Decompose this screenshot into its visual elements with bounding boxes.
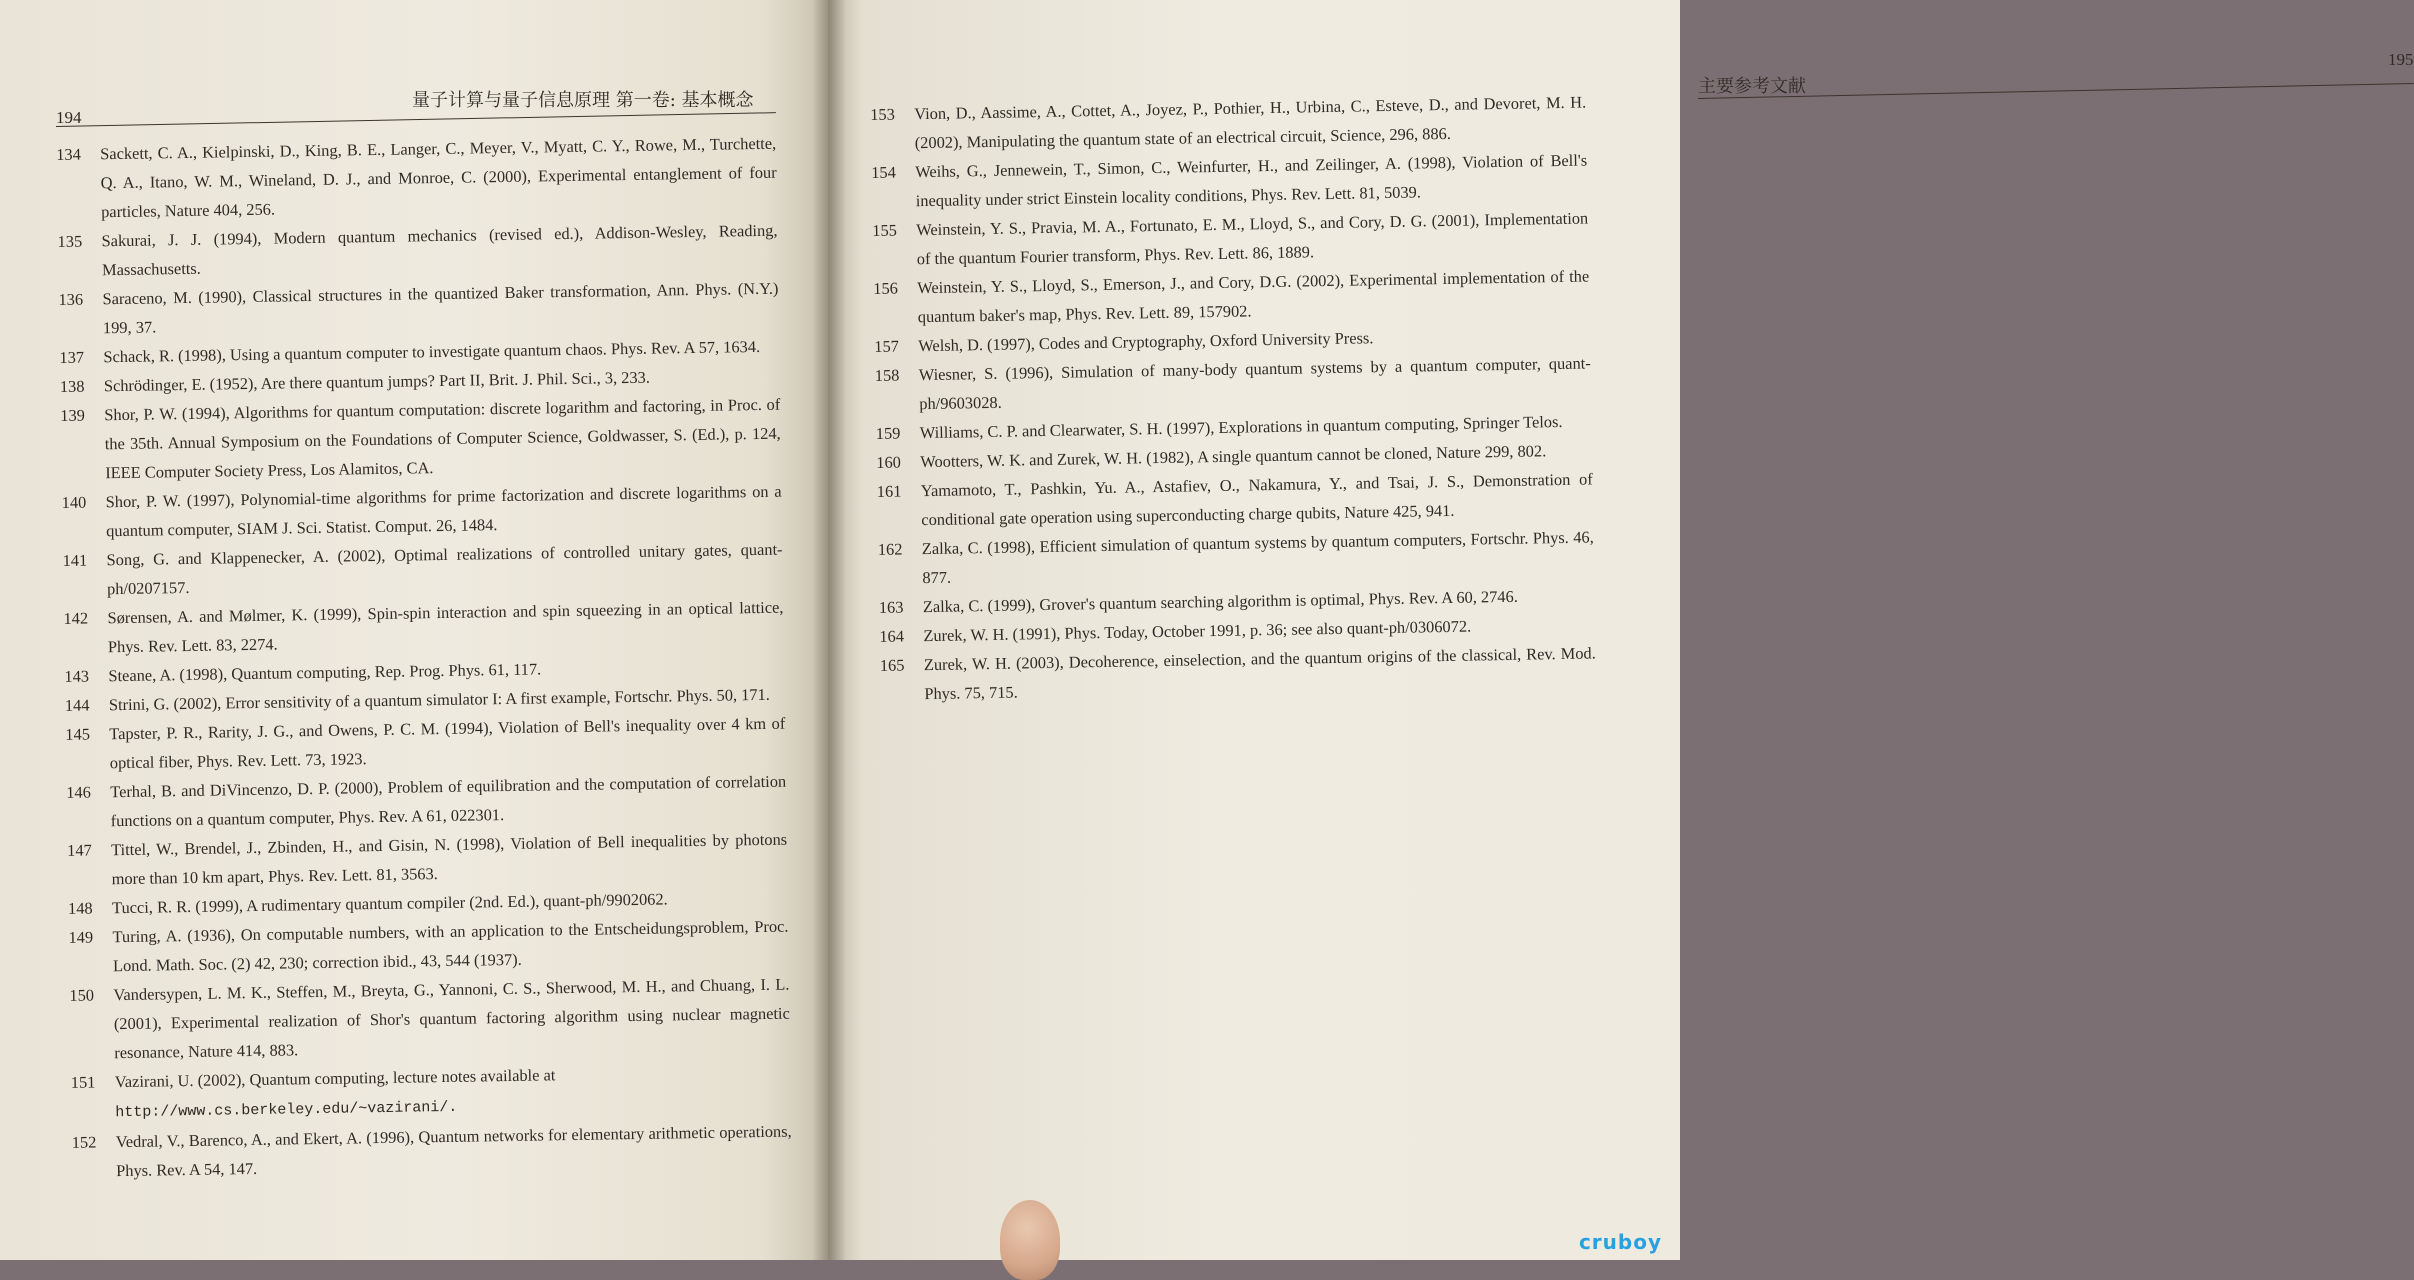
reference-number: 144	[64, 695, 90, 715]
reference-text: Schrödinger, E. (1952), Are there quantum jumps? Part II, Brit. J. Phil. Sci., 3, 233.	[103, 367, 651, 396]
reference-text: Weinstein, Y. S., Pravia, M. A., Fortunato, E. M., Lloyd, S., and Cory, D. G. (2001), Implementation of the quantum Fourier transform, Phys. Rev. Lett. 86, 1889.	[916, 208, 1589, 269]
reference-text: Shor, P. W. (1994), Algorithms for quantum computation: discrete logarithm and factoring, in Proc. of the 35th. Annual Symposium on the Foundations of Computer Science, Goldwasser, S. (Ed.), p. 124, IEEE Computer Society Press, Los Alamitos, CA.	[104, 394, 781, 483]
left-header-rule	[56, 112, 776, 127]
reference-text: Vazirani, U. (2002), Quantum computing, lecture notes available at	[114, 1065, 556, 1092]
reference-item	[56, 129, 777, 227]
reference-number: 134	[56, 144, 81, 164]
reference-number: 163	[878, 597, 904, 617]
reference-text: Williams, C. P. and Clearwater, S. H. (1997), Explorations in quantum computing, Springer Telos.	[919, 411, 1563, 443]
left-page-number: 194	[56, 108, 82, 127]
right-page-number: 195	[2388, 50, 2414, 69]
reference-item	[69, 970, 790, 1068]
reference-number: 154	[871, 162, 897, 182]
reference-text: Welsh, D. (1997), Codes and Cryptography, Oxford University Press.	[918, 328, 1374, 356]
right-page	[828, 0, 2414, 1260]
reference-text: Shor, P. W. (1997), Polynomial-time algorithms for prime factorization and discrete logarithms on a quantum computer, SIAM J. Sci. Statist. Comput. 26, 1484.	[105, 481, 782, 541]
reference-url: http://www.cs.berkeley.edu/~vazirani/.	[115, 1098, 458, 1122]
reference-item	[880, 638, 1597, 708]
reference-item	[71, 1057, 792, 1128]
left-page	[0, 0, 828, 1260]
reference-number: 157	[874, 336, 900, 356]
reference-number: 160	[876, 452, 902, 472]
reference-number: 159	[875, 423, 901, 443]
reference-number: 165	[879, 655, 905, 675]
reference-number: 156	[873, 278, 899, 298]
reference-text: Weinstein, Y. S., Lloyd, S., Emerson, J., and Cory, D.G. (2002), Experimental implementation of the quantum baker's map, Phys. Rev. Lett. 89, 157902.	[917, 266, 1590, 327]
reference-number: 151	[70, 1072, 96, 1092]
reference-text: Zalka, C. (1998), Efficient simulation of quantum systems by quantum computers, Fortschr. Phys. 46, 877.	[921, 527, 1594, 588]
reference-text: Tapster, P. R., Rarity, J. G., and Owens, P. C. M. (1994), Violation of Bell's inequality over 4 km of optical fiber, Phys. Rev. Lett. 73, 1923.	[109, 713, 786, 773]
reference-number: 138	[59, 376, 85, 396]
reference-text: Sakurai, J. J. (1994), Modern quantum mechanics (revised ed.), Addison-Wesley, Reading, Massachusetts.	[101, 220, 778, 280]
reference-text: Zurek, W. H. (1991), Phys. Today, October 1991, p. 36; see also quant-ph/0306072.	[923, 616, 1472, 646]
reference-text: Terhal, B. and DiVincenzo, D. P. (2000), Problem of equilibration and the computation of correlation functions on a quantum computer, Phys. Rev. A 61, 022301.	[110, 771, 787, 831]
reference-number: 135	[57, 231, 83, 251]
reference-text: Yamamoto, T., Pashkin, Yu. A., Astafiev, O., Nakamura, Y., and Tsai, J. S., Demonstration of conditional gate operation using superconducting charge qubits, Nature 425, 941.	[920, 469, 1593, 530]
fingertip	[1000, 1200, 1060, 1280]
right-running-title: 主要参考文献	[1698, 76, 1806, 97]
reference-text: Song, G. and Klappenecker, A. (2002), Optimal realizations of controlled unitary gates, quant-ph/0207157.	[106, 539, 783, 599]
left-running-title: 量子计算与量子信息原理 第一卷: 基本概念	[412, 90, 754, 111]
reference-text: Schack, R. (1998), Using a quantum computer to investigate quantum chaos. Phys. Rev. A 57, 1634.	[103, 336, 761, 367]
reference-text: Vandersypen, L. M. K., Steffen, M., Breyta, G., Yannoni, C. S., Sherwood, M. H., and Chuang, I. L. (2001), Experimental realization of Shor's quantum factoring algorithm using nuclear magnetic resonance, Nature 414, 883.	[113, 974, 790, 1063]
reference-text: Wiesner, S. (1996), Simulation of many-body quantum systems by a quantum computer, quant-ph/9603028.	[918, 353, 1591, 414]
reference-number: 145	[65, 724, 91, 744]
reference-text: Zurek, W. H. (2003), Decoherence, einselection, and the quantum origins of the classical, Rev. Mod. Phys. 75, 715.	[923, 643, 1596, 704]
reference-number: 153	[870, 104, 896, 124]
reference-number: 142	[63, 608, 89, 628]
reference-text: Sørensen, A. and Mølmer, K. (1999), Spin-spin interaction and spin squeezing in an optical lattice, Phys. Rev. Lett. 83, 2274.	[107, 597, 784, 657]
left-reference-list	[56, 129, 792, 1186]
reference-number: 164	[879, 626, 905, 646]
reference-number: 136	[58, 289, 84, 309]
reference-number: 137	[59, 347, 85, 367]
reference-text: Vion, D., Aassime, A., Cottet, A., Joyez, P., Pothier, H., Urbina, C., Esteve, D., and Devoret, M. H. (2002), Manipulating the quantum state of an electrical circuit, Science, 296, 886.	[914, 92, 1587, 153]
reference-text: Tittel, W., Brendel, J., Zbinden, H., and Gisin, N. (1998), Violation of Bell inequalities by photons more than 10 km apart, Phys. Rev. Lett. 81, 3563.	[111, 829, 788, 889]
reference-text: Zalka, C. (1999), Grover's quantum searching algorithm is optimal, Phys. Rev. A 60, 2746.	[922, 586, 1519, 617]
reference-number: 152	[71, 1132, 97, 1152]
reference-number: 141	[62, 550, 88, 570]
reference-number: 146	[66, 782, 91, 802]
reference-number: 149	[68, 927, 94, 947]
reference-number: 162	[877, 539, 903, 559]
reference-item	[60, 390, 781, 488]
reference-number: 158	[874, 365, 900, 385]
reference-text: Steane, A. (1998), Quantum computing, Rep. Prog. Phys. 61, 117.	[108, 659, 542, 686]
book-spine-shadow	[812, 0, 846, 1260]
reference-text: Sackett, C. A., Kielpinski, D., King, B. E., Langer, C., Meyer, V., Myatt, C. Y., Rowe, M., Turchette, Q. A., Itano, W. M., Wineland, D. J., and Monroe, C. (2000), Experimental entanglement of four particles, Nature 404, 256.	[100, 133, 777, 222]
reference-item	[72, 1117, 793, 1186]
left-page-header	[56, 90, 771, 130]
reference-text: Tucci, R. R. (1999), A rudimentary quantum compiler (2nd. Ed.), quant-ph/9902062.	[111, 889, 668, 918]
reference-number: 147	[67, 840, 92, 860]
reference-text: Weihs, G., Jennewein, T., Simon, C., Weinfurter, H., and Zeilinger, A. (1998), Violation of Bell's inequality under strict Einstein locality conditions, Phys. Rev. Lett. 81, 5039.	[915, 150, 1588, 211]
reference-number: 139	[60, 405, 86, 425]
reference-text: Saraceno, M. (1990), Classical structures in the quantized Baker transformation, Ann. Phys. (N.Y.) 199, 37.	[102, 278, 779, 338]
reference-number: 150	[69, 985, 95, 1005]
reference-number: 155	[872, 220, 898, 240]
reference-number: 148	[67, 898, 93, 918]
reference-number: 140	[61, 492, 87, 512]
reference-text: Turing, A. (1936), On computable numbers, with an application to the Entscheidungsproblem, Proc. Lond. Math. Soc. (2) 42, 230; correction ibid., 43, 544 (1937).	[112, 916, 789, 976]
watermark: cruboy	[1578, 1230, 1662, 1254]
reference-number: 143	[64, 666, 90, 686]
reference-text: Wootters, W. K. and Zurek, W. H. (1982), A single quantum cannot be cloned, Nature 299, 802.	[920, 441, 1547, 472]
right-page-header	[1698, 50, 2414, 97]
right-reference-list	[870, 88, 1597, 709]
reference-text: Vedral, V., Barenco, A., and Ekert, A. (1996), Quantum networks for elementary arithmetic operations, Phys. Rev. A 54, 147.	[115, 1121, 792, 1181]
reference-text: Strini, G. (2002), Error sensitivity of a quantum simulator I: A first example, Fortschr. Phys. 50, 171.	[108, 684, 770, 715]
reference-number: 161	[876, 481, 902, 501]
